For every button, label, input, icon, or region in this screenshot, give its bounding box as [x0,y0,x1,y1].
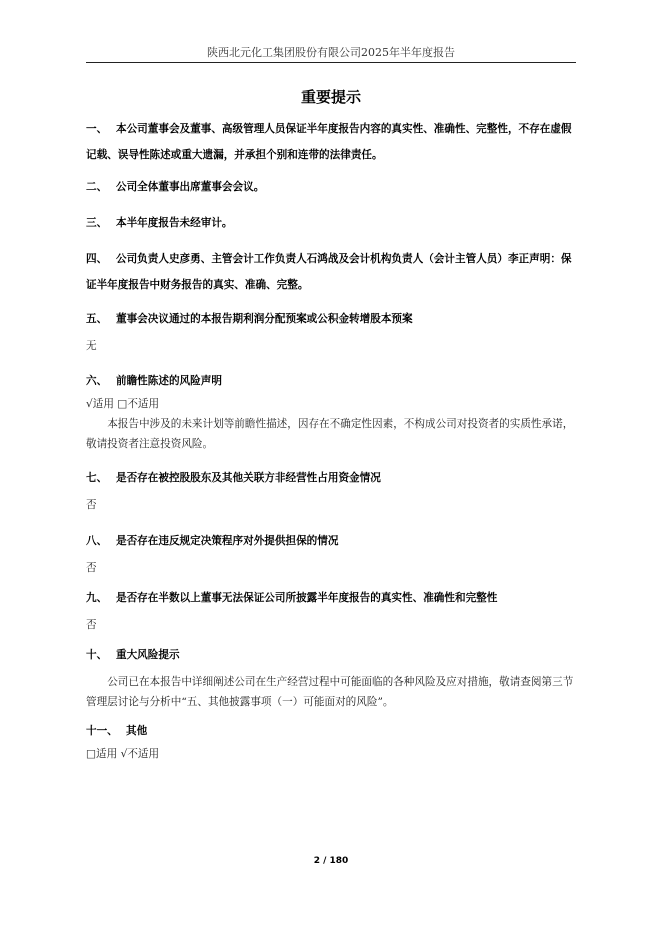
section-number: 七、 [86,472,108,484]
section-number: 四、 [86,253,108,265]
section-11 [86,718,578,764]
section-body: 无 [86,340,97,352]
section-5 [86,306,578,356]
section-number: 十、 [86,649,108,661]
running-header: 陕西北元化工集团股份有限公司2025年半年度报告 [207,46,455,59]
section-text: 本公司董事会及董事、高级管理人员保证半年度报告内容的真实性、准确性、完整性，不存在虚假记载、误导性陈述或重大遗漏，并承担个别和连带的法律责任。 [86,123,572,161]
section-text: 重大风险提示 [116,649,180,661]
section-number: 十一、 [86,725,118,737]
section-text: 前瞻性陈述的风险声明 [116,375,222,387]
section-number: 八、 [86,535,108,547]
section-text: 本半年度报告未经审计。 [116,217,233,229]
section-text: 是否存在半数以上董事无法保证公司所披露半年度报告的真实性、准确性和完整性 [116,592,498,604]
section-text: 公司负责人史彦勇、主管会计工作负责人石鸿战及会计机构负责人（会计主管人员）李正声明：保证半年度报告中财务报告的真实、准确、完整。 [86,253,572,291]
page-number: 2 / 180 [313,856,349,866]
section-8 [86,528,578,578]
section-number: 一、 [86,123,108,135]
section-4 [86,246,578,298]
section-body: 本报告中涉及的未来计划等前瞻性描述，因存在不确定性因素，不构成公司对投资者的实质性承诺，敬请投资者注意投资风险。 [86,418,574,450]
section-1 [86,116,578,168]
section-number: 九、 [86,592,108,604]
section-body: 公司已在本报告中详细阐述公司在生产经营过程中可能面临的各种风险及应对措施，敬请查阅第三节管理层讨论与分析中“五、其他披露事项（一）可能面对的风险”。 [86,676,574,708]
section-number: 三、 [86,217,108,229]
section-text: 是否存在违反规定决策程序对外提供担保的情况 [116,535,339,547]
section-2 [86,174,578,200]
section-number: 五、 [86,313,108,325]
applicability-options: □适用 √不适用 [86,748,160,760]
section-9 [86,585,578,635]
section-3 [86,210,578,236]
section-text: 是否存在被控股股东及其他关联方非经营性占用资金情况 [116,472,381,484]
header-divider [86,62,576,63]
section-body: 否 [86,619,97,631]
section-body: 否 [86,562,97,574]
section-number: 六、 [86,375,108,387]
section-text: 董事会决议通过的本报告期利润分配预案或公积金转增股本预案 [116,313,413,325]
applicability-options: √适用 □不适用 [86,398,160,410]
section-10 [86,642,578,712]
section-text: 其他 [126,725,148,737]
section-6 [86,368,578,454]
section-number: 二、 [86,181,108,193]
section-body: 否 [86,499,97,511]
page-title: 重要提示 [300,88,361,106]
section-text: 公司全体董事出席董事会会议。 [116,181,265,193]
section-7 [86,465,578,515]
